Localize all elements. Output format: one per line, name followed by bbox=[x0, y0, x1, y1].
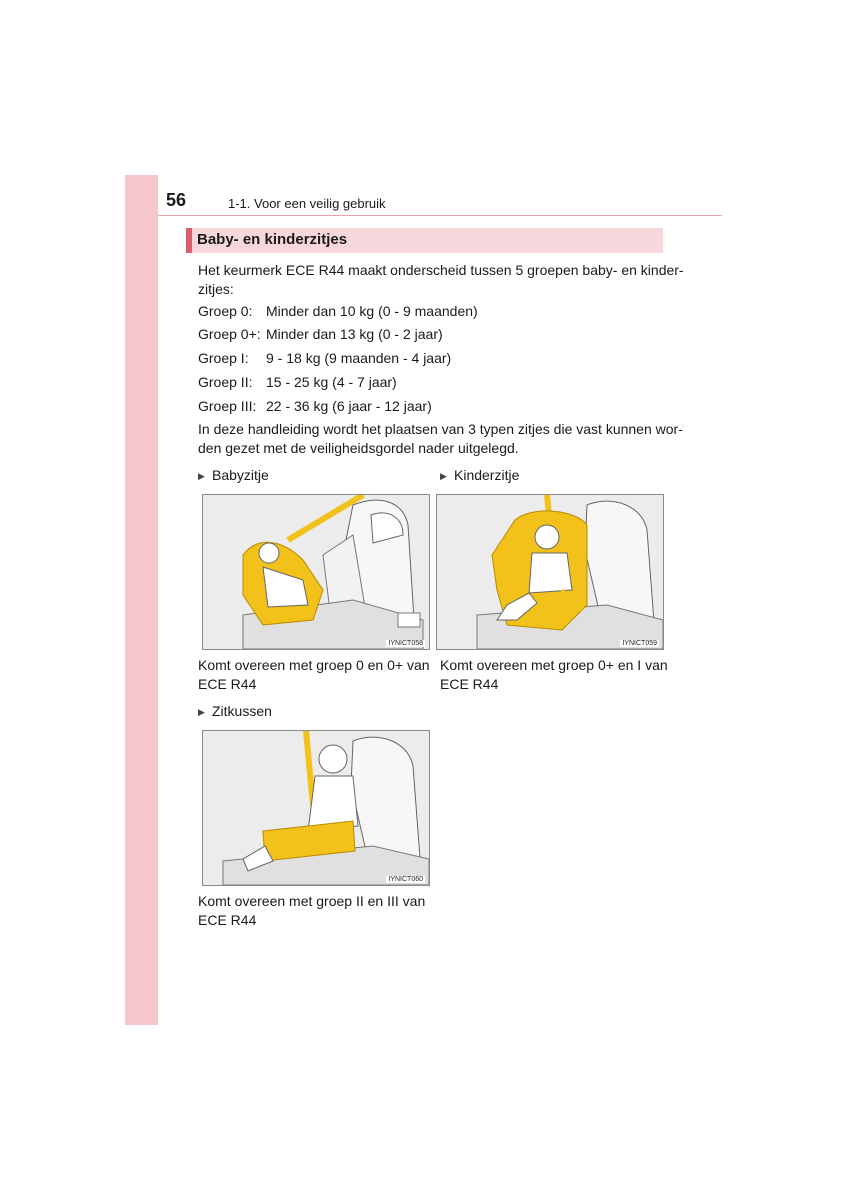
triangle-right-icon: ▶ bbox=[198, 707, 205, 717]
header-divider bbox=[158, 215, 722, 216]
group-description: Minder dan 10 kg (0 - 9 maanden) bbox=[266, 303, 478, 319]
outro-line-1: In deze handleiding wordt het plaatsen van 3 typen zitjes die vast kunnen wor- bbox=[198, 421, 683, 437]
zitkussen-caption-line-1: Komt overeen met groep II en III van bbox=[198, 893, 426, 909]
group-description: 22 - 36 kg (6 jaar - 12 jaar) bbox=[266, 398, 432, 414]
zitkussen-caption-line-2: ECE R44 bbox=[198, 912, 257, 928]
figure-code: IYNICT058 bbox=[388, 640, 423, 647]
babyzitje-illustration bbox=[202, 494, 430, 650]
seat-type-babyzitje bbox=[198, 466, 269, 485]
group-label: Groep I: bbox=[198, 350, 249, 366]
section-marker bbox=[186, 228, 192, 253]
group-description: Minder dan 13 kg (0 - 2 jaar) bbox=[266, 326, 443, 342]
group-row bbox=[198, 372, 397, 392]
group-label: Groep 0+: bbox=[198, 326, 261, 342]
group-row bbox=[198, 348, 451, 368]
group-label: Groep II: bbox=[198, 374, 253, 390]
intro-line-1: Het keurmerk ECE R44 maakt onderscheid tussen 5 groepen baby- en kinder- bbox=[198, 262, 684, 278]
group-description: 15 - 25 kg (4 - 7 jaar) bbox=[266, 374, 397, 390]
babyzitje-caption-line-2: ECE R44 bbox=[198, 676, 257, 692]
seat-type-label: Zitkussen bbox=[212, 703, 272, 719]
kinderzitje-caption-line-2: ECE R44 bbox=[440, 676, 499, 692]
seat-type-label: Kinderzitje bbox=[454, 467, 520, 483]
section-heading bbox=[186, 228, 663, 253]
group-row bbox=[198, 396, 432, 416]
babyzitje-caption-line-1: Komt overeen met groep 0 en 0+ van bbox=[198, 657, 430, 673]
section-path: 1-1. Voor een veilig gebruik bbox=[228, 196, 386, 211]
figure-code: IYNICT059 bbox=[622, 640, 657, 647]
triangle-right-icon: ▶ bbox=[198, 471, 205, 481]
seat-type-label: Babyzitje bbox=[212, 467, 269, 483]
figure-code: IYNICT060 bbox=[388, 876, 423, 883]
kinderzitje-illustration bbox=[436, 494, 664, 650]
page-side-bar bbox=[125, 175, 158, 1025]
group-label: Groep III: bbox=[198, 398, 257, 414]
seat-type-zitkussen bbox=[198, 702, 272, 721]
seat-type-kinderzitje bbox=[440, 466, 519, 485]
kinderzitje-caption-line-1: Komt overeen met groep 0+ en I van bbox=[440, 657, 668, 673]
group-label: Groep 0: bbox=[198, 303, 253, 319]
zitkussen-illustration bbox=[202, 730, 430, 886]
group-row bbox=[198, 324, 443, 344]
page-number: 56 bbox=[166, 190, 187, 210]
group-row bbox=[198, 301, 478, 321]
intro-line-2: zitjes: bbox=[198, 281, 234, 297]
section-title: Baby- en kinderzitjes bbox=[197, 231, 348, 248]
triangle-right-icon: ▶ bbox=[440, 471, 447, 481]
outro-line-2: den gezet met de veiligheidsgordel nader uitgelegd. bbox=[198, 440, 519, 456]
group-description: 9 - 18 kg (9 maanden - 4 jaar) bbox=[266, 350, 452, 366]
